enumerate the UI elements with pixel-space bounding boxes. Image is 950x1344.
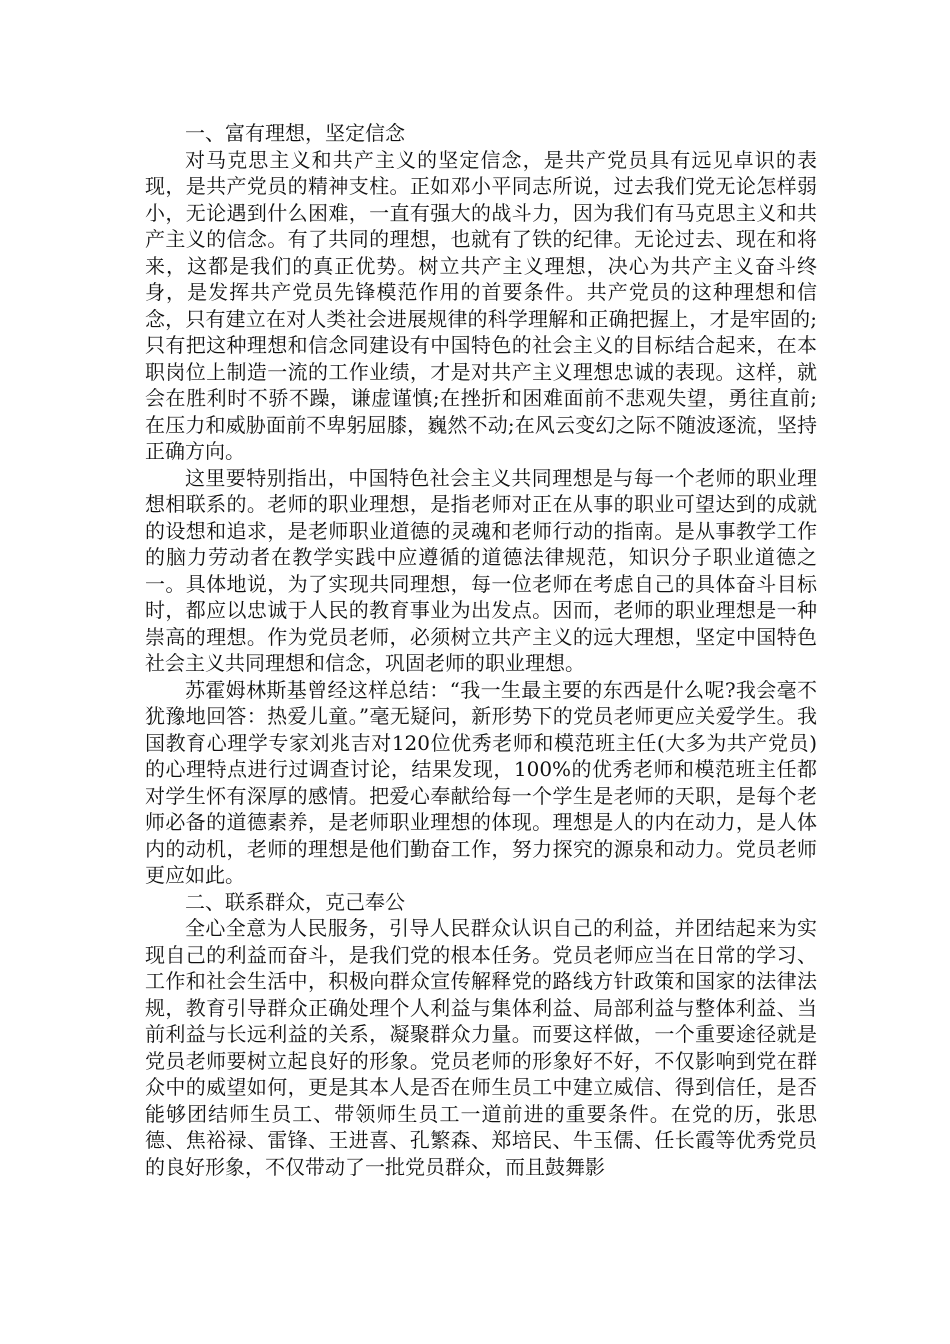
paragraph-3: 苏霍姆林斯基曾经这样总结：“我一生最主要的东西是什么呢?我会毫不犹豫地回答：热爱儿童。”毫无疑问，新形势下的党员老师更应关爱学生。我国教育心理学专家刘兆吉对120位优秀老师和模范班主任(大多为共产党员)的心理特点进行过调查讨论，结果发现，100%的优秀老师和模范班主任都对学生怀有深厚的感情。把爱心奉献给每一个学生是老师的天职，是每个老师必备的道德素养，是老师职业理想的体现。理想是人的内在动力，是人体内的动机，老师的理想是他们勤奋工作，努力探究的源泉和动力。党员老师更应如此。 xyxy=(145,677,817,887)
paragraph-4: 全心全意为人民服务，引导人民群众认识自己的利益，并团结起来为实现自己的利益而奋斗，是我们党的根本任务。党员老师应当在日常的学习、工作和社会生活中，积极向群众宣传解释党的路线方针政策和国家的法律法规，教育引导群众正确处理个人利益与集体利益、局部利益与整体利益、当前利益与长远利益的关系，凝聚群众力量。而要这样做，一个重要途径就是党员老师要树立起良好的形象。党员老师的形象好不好，不仅影响到党在群众中的威望如何，更是其本人是否在师生员工中建立威信、得到信任，是否能够团结师生员工、带领师生员工一道前进的重要条件。在党的历，张思德、焦裕禄、雷锋、王进喜、孔繁森、郑培民、牛玉儒、任长霞等优秀党员的良好形象，不仅带动了一批党员群众，而且鼓舞影 xyxy=(145,916,817,1179)
paragraph-2: 这里要特别指出，中国特色社会主义共同理想是与每一个老师的职业理想相联系的。老师的职业理想，是指老师对正在从事的职业可望达到的成就的设想和追求，是老师职业道德的灵魂和老师行动的指南。是从事教学工作的脑力劳动者在教学实践中应遵循的道德法律规范，知识分子职业道德之一。具体地说，为了实现共同理想，每一位老师在考虑自己的具体奋斗目标时，都应以忠诚于人民的教育事业为出发点。因而，老师的职业理想是一种崇高的理想。作为党员老师，必须树立共产主义的远大理想，坚定中国特色社会主义共同理想和信念，巩固老师的职业理想。 xyxy=(145,465,817,675)
section-heading-1: 一、富有理想，坚定信念 xyxy=(185,121,405,145)
section-heading-2: 二、联系群众，克己奉公 xyxy=(185,889,405,914)
paragraph-1: 对马克思主义和共产主义的坚定信念，是共产党员具有远见卓识的表现，是共产党员的精神支柱。正如邓小平同志所说，过去我们党无论怎样弱小，无论遇到什么困难，一直有强大的战斗力，因为我们有马克思主义和共产主义的信念。有了共同的理想，也就有了铁的纪律。无论过去、现在和将来，这都是我们的真正优势。树立共产主义理想，决心为共产主义奋斗终身，是发挥共产党员先锋模范作用的首要条件。共产党员的这种理想和信念，只有建立在对人类社会进展规律的科学理解和正确把握上，才是牢固的;只有把这种理想和信念同建设有中国特色的社会主义的目标结合起来，在本职岗位上制造一流的工作业绩，才是对共产主义理想忠诚的表现。这样，就会在胜利时不骄不躁，谦虚谨慎;在挫折和困难面前不悲观失望，勇往直前;在压力和威胁面前不卑躬屈膝，巍然不动;在风云变幻之际不随波逐流，坚持正确方向。 xyxy=(145,147,817,463)
document-body xyxy=(145,120,817,1180)
